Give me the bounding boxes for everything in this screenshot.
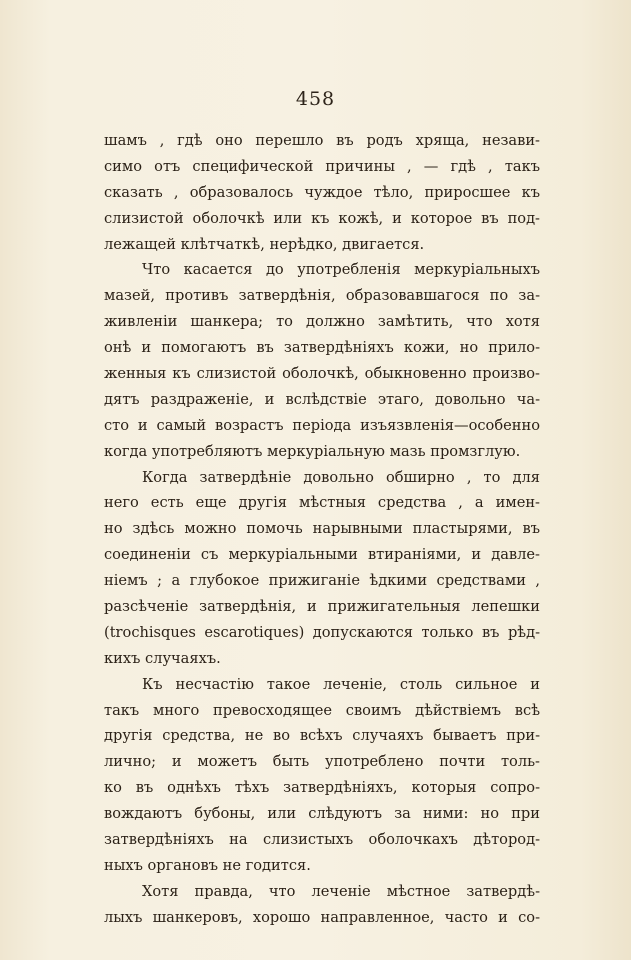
text-line: лыхъ шанкеровъ, хорошо направленное, часто и со- <box>104 908 540 926</box>
text-line: другія средства, не во всѣхъ случаяхъ бываетъ при- <box>104 727 540 745</box>
text-line: онѣ и помогаютъ въ затвердѣніяхъ кожи, но прило- <box>104 339 540 357</box>
text-line: разсѣченіе затвердѣнія, и прижигательныя лепешки <box>104 598 540 616</box>
text-line: такъ много превосходящее своимъ дѣйствіемъ всѣ <box>104 701 540 719</box>
text-line: женныя къ слизистой оболочкѣ, обыкновенно произво- <box>104 365 540 383</box>
text-line: него есть еще другія мѣстныя средства , а имен- <box>104 494 540 512</box>
text-line: но здѣсь можно помочь нарывными пластырями, въ <box>104 520 540 538</box>
page-number: 458 <box>295 88 336 110</box>
text-line: Что касается до употребленія меркуріальныхъ <box>142 261 540 279</box>
text-line: слизистой оболочкѣ или къ кожѣ, и которое въ под- <box>104 209 540 227</box>
text-line: дятъ раздраженіе, и вслѣдствіе этаго, довольно ча- <box>104 390 540 408</box>
text-line: сказать , образовалось чуждое тѣло, приросшее къ <box>104 183 540 201</box>
text-line: Когда затвердѣніе довольно обширно , то для <box>142 468 540 486</box>
text-line: ніемъ ; а глубокое прижиганіе ѣдкими средствами , <box>104 572 540 590</box>
text-line: сто и самый возрастъ періода изъязвленія—особенно <box>104 416 540 434</box>
text-line: Къ несчастію такое леченіе, столь сильное и <box>142 675 540 693</box>
text-line: симо отъ специфической причины , — гдѣ , такъ <box>104 157 540 175</box>
text-line: мазей, противъ затвердѣнія, образовавшагося по за- <box>104 287 540 305</box>
text-line: живленіи шанкера; то должно замѣтить, что хотя <box>104 313 540 331</box>
body-text <box>104 128 540 931</box>
text-line: лично; и можетъ быть употреблено почти толь- <box>104 753 540 771</box>
text-line: когда употребляютъ меркуріальную мазь промзглую. <box>104 442 521 460</box>
text-line: шамъ , гдѣ оно перешло въ родъ хряща, незави- <box>104 132 540 149</box>
text-line: затвердѣніяхъ на слизистыхъ оболочкахъ дѣтород- <box>104 831 540 849</box>
text-line: кихъ случаяхъ. <box>104 649 221 667</box>
text-line: лежащей клѣтчаткѣ, нерѣдко, двигается. <box>104 235 425 253</box>
text-line: (trochisques escarotiques) допускаются только въ рѣд- <box>104 623 540 641</box>
text-line: ныхъ органовъ не годится. <box>104 856 311 874</box>
text-line: Хотя правда, что леченіе мѣстное затвердѣ- <box>142 882 540 900</box>
text-line: вождаютъ бубоны, или слѣдуютъ за ними: но при <box>104 805 540 823</box>
text-line: соединеніи съ меркуріальными втираніями, и давле- <box>104 546 540 564</box>
text-line: ко въ однѣхъ тѣхъ затвердѣніяхъ, которыя сопро- <box>104 779 540 797</box>
